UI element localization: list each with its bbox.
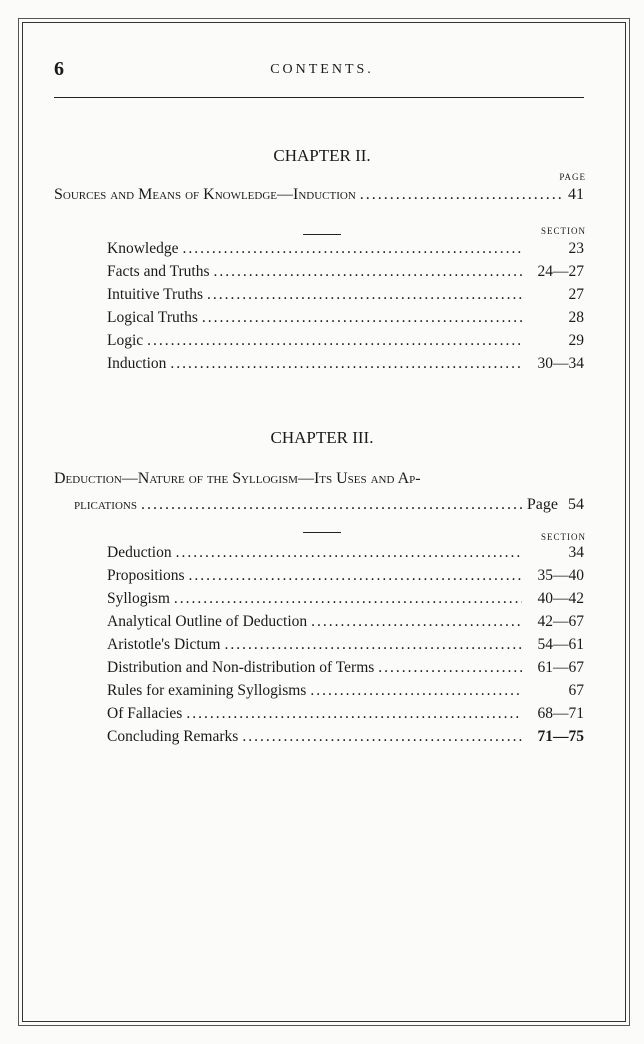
chapter-3-page-prefix: Page bbox=[526, 496, 558, 513]
entry-section: 40—42 bbox=[537, 590, 584, 607]
entry-label: Concluding Remarks bbox=[107, 728, 239, 745]
toc-entry-distribution-of-terms[interactable] bbox=[107, 659, 584, 682]
entry-section: 71—75 bbox=[537, 728, 584, 745]
chapter-3-title-line-2 bbox=[74, 496, 584, 514]
toc-entry-knowledge[interactable] bbox=[107, 240, 584, 263]
chapter-2-heading: CHAPTER II. bbox=[273, 146, 371, 165]
entry-section: 29 bbox=[568, 332, 584, 349]
entry-label: Logical Truths bbox=[107, 309, 198, 326]
toc-entry-logic[interactable] bbox=[107, 332, 584, 355]
entry-section: 68—71 bbox=[537, 705, 584, 722]
chapter-3-title-page: 54 bbox=[568, 496, 584, 513]
entry-section: 61—67 bbox=[537, 659, 584, 676]
toc-entry-deduction[interactable] bbox=[107, 544, 584, 567]
entry-section: 23 bbox=[568, 240, 584, 257]
chapter-2-divider bbox=[303, 234, 341, 235]
chapter-2-page-label: PAGE bbox=[559, 172, 586, 182]
leader-dots bbox=[141, 496, 523, 514]
toc-entry-intuitive-truths[interactable] bbox=[107, 286, 584, 309]
entry-label: Syllogism bbox=[107, 590, 170, 607]
toc-entry-propositions[interactable] bbox=[107, 567, 584, 590]
entry-section: 35—40 bbox=[537, 567, 584, 584]
toc-entry-rules-for-syllogisms[interactable] bbox=[107, 682, 584, 705]
entry-section: 34 bbox=[568, 544, 584, 561]
toc-entry-concluding-remarks[interactable] bbox=[107, 728, 584, 751]
page-border-inner bbox=[22, 22, 626, 1022]
chapter-2-entries bbox=[107, 240, 584, 378]
entry-section: 54—61 bbox=[537, 636, 584, 653]
entry-label: Intuitive Truths bbox=[107, 286, 204, 303]
chapter-2-section-label: SECTION bbox=[541, 226, 586, 236]
chapter-3-title-line-1 bbox=[54, 470, 584, 488]
entry-label: Logic bbox=[107, 332, 144, 349]
entry-label: Facts and Truths bbox=[107, 263, 210, 280]
toc-entry-facts-and-truths[interactable] bbox=[107, 263, 584, 286]
running-head: CONTENTS. bbox=[270, 62, 374, 77]
entry-label: Distribution and Non-distribution of Terms bbox=[107, 659, 375, 676]
toc-entry-logical-truths[interactable] bbox=[107, 309, 584, 332]
chapter-3-divider bbox=[303, 532, 341, 533]
entry-label: Aristotle's Dictum bbox=[107, 636, 221, 653]
entry-label: Propositions bbox=[107, 567, 185, 584]
chapter-2-title-line bbox=[54, 186, 584, 204]
entry-label: Deduction bbox=[107, 544, 172, 561]
toc-entry-induction[interactable] bbox=[107, 355, 584, 378]
chapter-2-title: Sources and Means of Knowledge—Induction bbox=[54, 186, 356, 203]
chapter-2-title-page: 41 bbox=[568, 186, 584, 203]
toc-entry-aristotles-dictum[interactable] bbox=[107, 636, 584, 659]
entry-label: Knowledge bbox=[107, 240, 179, 257]
entry-section: 24—27 bbox=[537, 263, 584, 280]
toc-entry-syllogism[interactable] bbox=[107, 590, 584, 613]
entry-section: 28 bbox=[568, 309, 584, 326]
page-number: 6 bbox=[54, 58, 64, 80]
chapter-3-entries bbox=[107, 544, 584, 751]
entry-label: Analytical Outline of Deduction bbox=[107, 613, 308, 630]
toc-entry-analytical-outline[interactable] bbox=[107, 613, 584, 636]
entry-section: 30—34 bbox=[537, 355, 584, 372]
header-rule bbox=[54, 97, 584, 98]
entry-section: 42—67 bbox=[537, 613, 584, 630]
entry-label: Induction bbox=[107, 355, 167, 372]
entry-label: Rules for examining Syllogisms bbox=[107, 682, 307, 699]
chapter-3-title-part-1: Deduction—Nature of the Syllogism—Its Uses and Ap- bbox=[54, 470, 421, 487]
leader-dots bbox=[360, 186, 564, 204]
chapter-3-heading: CHAPTER III. bbox=[270, 428, 374, 447]
toc-entry-of-fallacies[interactable] bbox=[107, 705, 584, 728]
entry-section: 67 bbox=[568, 682, 584, 699]
entry-label: Of Fallacies bbox=[107, 705, 183, 722]
chapter-3-title-part-2: plications bbox=[74, 496, 137, 513]
entry-section: 27 bbox=[568, 286, 584, 303]
chapter-3-section-label: SECTION bbox=[541, 532, 586, 542]
